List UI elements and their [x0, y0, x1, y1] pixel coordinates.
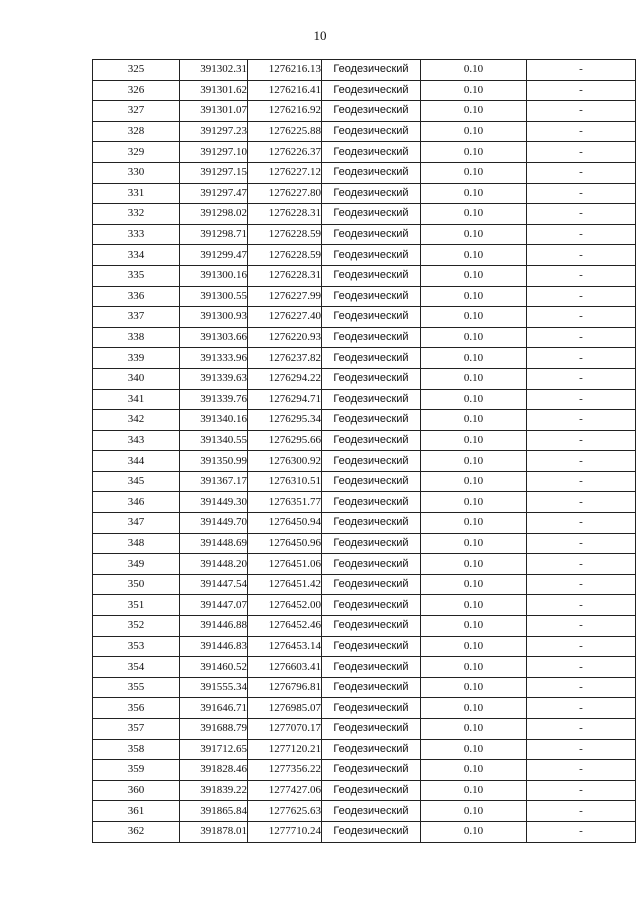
point-number-cell: 330: [93, 162, 180, 183]
accuracy-cell: 0.10: [421, 657, 527, 678]
x-coordinate-cell: 391367.17: [180, 471, 248, 492]
accuracy-cell: 0.10: [421, 368, 527, 389]
accuracy-cell: 0.10: [421, 616, 527, 637]
x-coordinate-cell: 391301.62: [180, 80, 248, 101]
method-cell: Геодезический: [322, 760, 421, 781]
description-cell: -: [527, 389, 636, 410]
point-number-cell: 349: [93, 554, 180, 575]
x-coordinate-cell: 391297.10: [180, 142, 248, 163]
x-coordinate-cell: 391839.22: [180, 780, 248, 801]
description-cell: -: [527, 204, 636, 225]
table-row: [93, 224, 636, 245]
x-coordinate-cell: 391299.47: [180, 245, 248, 266]
x-coordinate-cell: 391449.30: [180, 492, 248, 513]
x-coordinate-cell: 391448.69: [180, 533, 248, 554]
method-cell: Геодезический: [322, 286, 421, 307]
method-cell: Геодезический: [322, 430, 421, 451]
point-number-cell: 335: [93, 265, 180, 286]
table-row: [93, 162, 636, 183]
x-coordinate-cell: 391300.16: [180, 265, 248, 286]
y-coordinate-cell: 1277356.22: [248, 760, 322, 781]
x-coordinate-cell: 391446.83: [180, 636, 248, 657]
accuracy-cell: 0.10: [421, 677, 527, 698]
y-coordinate-cell: 1276228.59: [248, 245, 322, 266]
method-cell: Геодезический: [322, 471, 421, 492]
point-number-cell: 329: [93, 142, 180, 163]
description-cell: -: [527, 348, 636, 369]
x-coordinate-cell: 391339.63: [180, 368, 248, 389]
accuracy-cell: 0.10: [421, 698, 527, 719]
table-row: [93, 80, 636, 101]
method-cell: Геодезический: [322, 327, 421, 348]
y-coordinate-cell: 1276228.31: [248, 204, 322, 225]
table-row: [93, 739, 636, 760]
description-cell: -: [527, 595, 636, 616]
point-number-cell: 351: [93, 595, 180, 616]
description-cell: -: [527, 574, 636, 595]
accuracy-cell: 0.10: [421, 451, 527, 472]
method-cell: Геодезический: [322, 821, 421, 842]
description-cell: -: [527, 471, 636, 492]
x-coordinate-cell: 391333.96: [180, 348, 248, 369]
table-row: [93, 636, 636, 657]
y-coordinate-cell: 1276310.51: [248, 471, 322, 492]
y-coordinate-cell: 1276216.41: [248, 80, 322, 101]
table-row: [93, 719, 636, 740]
y-coordinate-cell: 1276452.46: [248, 616, 322, 637]
method-cell: Геодезический: [322, 224, 421, 245]
table-row: [93, 348, 636, 369]
method-cell: Геодезический: [322, 121, 421, 142]
method-cell: Геодезический: [322, 739, 421, 760]
table-row: [93, 801, 636, 822]
accuracy-cell: 0.10: [421, 430, 527, 451]
description-cell: -: [527, 307, 636, 328]
x-coordinate-cell: 391460.52: [180, 657, 248, 678]
method-cell: Геодезический: [322, 513, 421, 534]
point-number-cell: 325: [93, 60, 180, 81]
accuracy-cell: 0.10: [421, 801, 527, 822]
method-cell: Геодезический: [322, 595, 421, 616]
y-coordinate-cell: 1276450.96: [248, 533, 322, 554]
method-cell: Геодезический: [322, 245, 421, 266]
y-coordinate-cell: 1276300.92: [248, 451, 322, 472]
accuracy-cell: 0.10: [421, 513, 527, 534]
method-cell: Геодезический: [322, 780, 421, 801]
table-row: [93, 554, 636, 575]
page-number: 10: [313, 28, 327, 43]
method-cell: Геодезический: [322, 451, 421, 472]
y-coordinate-cell: 1276227.40: [248, 307, 322, 328]
description-cell: -: [527, 183, 636, 204]
y-coordinate-cell: 1276351.77: [248, 492, 322, 513]
point-number-cell: 336: [93, 286, 180, 307]
method-cell: Геодезический: [322, 533, 421, 554]
accuracy-cell: 0.10: [421, 245, 527, 266]
description-cell: -: [527, 677, 636, 698]
x-coordinate-cell: 391340.55: [180, 430, 248, 451]
point-number-cell: 327: [93, 101, 180, 122]
table-row: [93, 60, 636, 81]
point-number-cell: 352: [93, 616, 180, 637]
x-coordinate-cell: 391297.23: [180, 121, 248, 142]
table-row: [93, 204, 636, 225]
point-number-cell: 355: [93, 677, 180, 698]
point-number-cell: 357: [93, 719, 180, 740]
y-coordinate-cell: 1276451.42: [248, 574, 322, 595]
table-row: [93, 492, 636, 513]
method-cell: Геодезический: [322, 101, 421, 122]
y-coordinate-cell: 1276225.88: [248, 121, 322, 142]
description-cell: -: [527, 327, 636, 348]
point-number-cell: 344: [93, 451, 180, 472]
point-number-cell: 360: [93, 780, 180, 801]
y-coordinate-cell: 1277625.63: [248, 801, 322, 822]
method-cell: Геодезический: [322, 389, 421, 410]
method-cell: Геодезический: [322, 162, 421, 183]
description-cell: -: [527, 821, 636, 842]
table-row: [93, 574, 636, 595]
method-cell: Геодезический: [322, 80, 421, 101]
description-cell: -: [527, 162, 636, 183]
description-cell: -: [527, 739, 636, 760]
accuracy-cell: 0.10: [421, 327, 527, 348]
description-cell: -: [527, 60, 636, 81]
accuracy-cell: 0.10: [421, 286, 527, 307]
description-cell: -: [527, 142, 636, 163]
point-number-cell: 338: [93, 327, 180, 348]
y-coordinate-cell: 1276227.99: [248, 286, 322, 307]
point-number-cell: 328: [93, 121, 180, 142]
x-coordinate-cell: 391448.20: [180, 554, 248, 575]
table-row: [93, 368, 636, 389]
x-coordinate-cell: 391340.16: [180, 410, 248, 431]
table-row: [93, 677, 636, 698]
description-cell: -: [527, 245, 636, 266]
point-number-cell: 350: [93, 574, 180, 595]
description-cell: -: [527, 513, 636, 534]
y-coordinate-cell: 1276216.92: [248, 101, 322, 122]
x-coordinate-cell: 391828.46: [180, 760, 248, 781]
description-cell: -: [527, 286, 636, 307]
method-cell: Геодезический: [322, 574, 421, 595]
method-cell: Геодезический: [322, 142, 421, 163]
method-cell: Геодезический: [322, 204, 421, 225]
x-coordinate-cell: 391878.01: [180, 821, 248, 842]
y-coordinate-cell: 1276985.07: [248, 698, 322, 719]
y-coordinate-cell: 1276295.34: [248, 410, 322, 431]
x-coordinate-cell: 391350.99: [180, 451, 248, 472]
method-cell: Геодезический: [322, 410, 421, 431]
x-coordinate-cell: 391339.76: [180, 389, 248, 410]
accuracy-cell: 0.10: [421, 471, 527, 492]
y-coordinate-cell: 1276227.80: [248, 183, 322, 204]
accuracy-cell: 0.10: [421, 780, 527, 801]
point-number-cell: 343: [93, 430, 180, 451]
method-cell: Геодезический: [322, 307, 421, 328]
y-coordinate-cell: 1276294.22: [248, 368, 322, 389]
accuracy-cell: 0.10: [421, 348, 527, 369]
accuracy-cell: 0.10: [421, 821, 527, 842]
description-cell: -: [527, 368, 636, 389]
y-coordinate-cell: 1277120.21: [248, 739, 322, 760]
table-row: [93, 265, 636, 286]
y-coordinate-cell: 1276294.71: [248, 389, 322, 410]
description-cell: -: [527, 533, 636, 554]
method-cell: Геодезический: [322, 698, 421, 719]
table-row: [93, 121, 636, 142]
method-cell: Геодезический: [322, 368, 421, 389]
description-cell: -: [527, 636, 636, 657]
table-row: [93, 389, 636, 410]
table-row: [93, 760, 636, 781]
table-row: [93, 595, 636, 616]
x-coordinate-cell: 391646.71: [180, 698, 248, 719]
method-cell: Геодезический: [322, 554, 421, 575]
x-coordinate-cell: 391447.07: [180, 595, 248, 616]
method-cell: Геодезический: [322, 183, 421, 204]
x-coordinate-cell: 391865.84: [180, 801, 248, 822]
table-row: [93, 780, 636, 801]
accuracy-cell: 0.10: [421, 183, 527, 204]
accuracy-cell: 0.10: [421, 142, 527, 163]
accuracy-cell: 0.10: [421, 533, 527, 554]
accuracy-cell: 0.10: [421, 204, 527, 225]
y-coordinate-cell: 1276603.41: [248, 657, 322, 678]
x-coordinate-cell: 391302.31: [180, 60, 248, 81]
description-cell: -: [527, 801, 636, 822]
description-cell: -: [527, 698, 636, 719]
y-coordinate-cell: 1276227.12: [248, 162, 322, 183]
x-coordinate-cell: 391300.55: [180, 286, 248, 307]
point-number-cell: 345: [93, 471, 180, 492]
method-cell: Геодезический: [322, 677, 421, 698]
method-cell: Геодезический: [322, 60, 421, 81]
accuracy-cell: 0.10: [421, 636, 527, 657]
table-row: [93, 513, 636, 534]
point-number-cell: 341: [93, 389, 180, 410]
x-coordinate-cell: 391297.47: [180, 183, 248, 204]
x-coordinate-cell: 391300.93: [180, 307, 248, 328]
description-cell: -: [527, 410, 636, 431]
point-number-cell: 331: [93, 183, 180, 204]
description-cell: -: [527, 657, 636, 678]
point-number-cell: 346: [93, 492, 180, 513]
y-coordinate-cell: 1276237.82: [248, 348, 322, 369]
table-row: [93, 821, 636, 842]
table-row: [93, 286, 636, 307]
x-coordinate-cell: 391446.88: [180, 616, 248, 637]
point-number-cell: 326: [93, 80, 180, 101]
accuracy-cell: 0.10: [421, 554, 527, 575]
accuracy-cell: 0.10: [421, 410, 527, 431]
method-cell: Геодезический: [322, 657, 421, 678]
accuracy-cell: 0.10: [421, 595, 527, 616]
point-number-cell: 358: [93, 739, 180, 760]
y-coordinate-cell: 1276452.00: [248, 595, 322, 616]
point-number-cell: 353: [93, 636, 180, 657]
point-number-cell: 348: [93, 533, 180, 554]
accuracy-cell: 0.10: [421, 307, 527, 328]
method-cell: Геодезический: [322, 636, 421, 657]
description-cell: -: [527, 121, 636, 142]
accuracy-cell: 0.10: [421, 60, 527, 81]
method-cell: Геодезический: [322, 348, 421, 369]
accuracy-cell: 0.10: [421, 80, 527, 101]
description-cell: -: [527, 265, 636, 286]
table-row: [93, 307, 636, 328]
y-coordinate-cell: 1276453.14: [248, 636, 322, 657]
x-coordinate-cell: 391297.15: [180, 162, 248, 183]
accuracy-cell: 0.10: [421, 224, 527, 245]
method-cell: Геодезический: [322, 719, 421, 740]
point-number-cell: 339: [93, 348, 180, 369]
description-cell: -: [527, 719, 636, 740]
table-row: [93, 327, 636, 348]
coordinates-table: [92, 59, 636, 843]
y-coordinate-cell: 1277070.17: [248, 719, 322, 740]
table-row: [93, 101, 636, 122]
description-cell: -: [527, 760, 636, 781]
description-cell: -: [527, 780, 636, 801]
point-number-cell: 337: [93, 307, 180, 328]
table-row: [93, 616, 636, 637]
accuracy-cell: 0.10: [421, 265, 527, 286]
y-coordinate-cell: 1276228.31: [248, 265, 322, 286]
x-coordinate-cell: 391301.07: [180, 101, 248, 122]
x-coordinate-cell: 391449.70: [180, 513, 248, 534]
accuracy-cell: 0.10: [421, 101, 527, 122]
x-coordinate-cell: 391555.34: [180, 677, 248, 698]
table-row: [93, 657, 636, 678]
point-number-cell: 359: [93, 760, 180, 781]
x-coordinate-cell: 391298.71: [180, 224, 248, 245]
description-cell: -: [527, 554, 636, 575]
description-cell: -: [527, 224, 636, 245]
table-row: [93, 451, 636, 472]
accuracy-cell: 0.10: [421, 121, 527, 142]
accuracy-cell: 0.10: [421, 719, 527, 740]
point-number-cell: 361: [93, 801, 180, 822]
accuracy-cell: 0.10: [421, 162, 527, 183]
y-coordinate-cell: 1276796.81: [248, 677, 322, 698]
table-row: [93, 245, 636, 266]
y-coordinate-cell: 1276451.06: [248, 554, 322, 575]
y-coordinate-cell: 1276228.59: [248, 224, 322, 245]
accuracy-cell: 0.10: [421, 389, 527, 410]
point-number-cell: 354: [93, 657, 180, 678]
y-coordinate-cell: 1276295.66: [248, 430, 322, 451]
point-number-cell: 356: [93, 698, 180, 719]
table-row: [93, 183, 636, 204]
description-cell: -: [527, 101, 636, 122]
y-coordinate-cell: 1276450.94: [248, 513, 322, 534]
accuracy-cell: 0.10: [421, 492, 527, 513]
description-cell: -: [527, 616, 636, 637]
accuracy-cell: 0.10: [421, 574, 527, 595]
point-number-cell: 334: [93, 245, 180, 266]
y-coordinate-cell: 1276220.93: [248, 327, 322, 348]
x-coordinate-cell: 391303.66: [180, 327, 248, 348]
table-row: [93, 410, 636, 431]
y-coordinate-cell: 1277427.06: [248, 780, 322, 801]
table-row: [93, 533, 636, 554]
point-number-cell: 342: [93, 410, 180, 431]
y-coordinate-cell: 1276216.13: [248, 60, 322, 81]
table-row: [93, 471, 636, 492]
x-coordinate-cell: 391447.54: [180, 574, 248, 595]
table-row: [93, 142, 636, 163]
description-cell: -: [527, 451, 636, 472]
description-cell: -: [527, 492, 636, 513]
accuracy-cell: 0.10: [421, 739, 527, 760]
description-cell: -: [527, 80, 636, 101]
point-number-cell: 347: [93, 513, 180, 534]
x-coordinate-cell: 391688.79: [180, 719, 248, 740]
method-cell: Геодезический: [322, 492, 421, 513]
method-cell: Геодезический: [322, 801, 421, 822]
table-body: [93, 60, 636, 843]
point-number-cell: 340: [93, 368, 180, 389]
y-coordinate-cell: 1277710.24: [248, 821, 322, 842]
y-coordinate-cell: 1276226.37: [248, 142, 322, 163]
description-cell: -: [527, 430, 636, 451]
method-cell: Геодезический: [322, 265, 421, 286]
x-coordinate-cell: 391298.02: [180, 204, 248, 225]
x-coordinate-cell: 391712.65: [180, 739, 248, 760]
table-row: [93, 430, 636, 451]
point-number-cell: 333: [93, 224, 180, 245]
point-number-cell: 332: [93, 204, 180, 225]
accuracy-cell: 0.10: [421, 760, 527, 781]
table-row: [93, 698, 636, 719]
method-cell: Геодезический: [322, 616, 421, 637]
point-number-cell: 362: [93, 821, 180, 842]
